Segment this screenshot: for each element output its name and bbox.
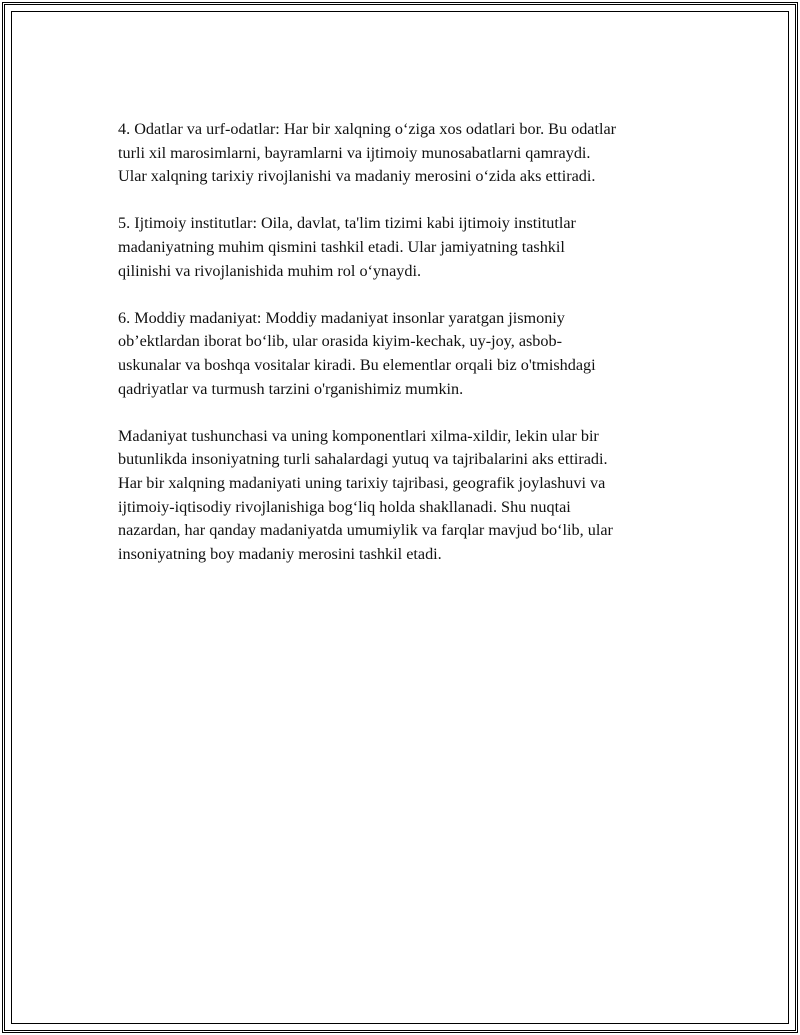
paragraph-customs — [118, 118, 698, 189]
paragraph-social-institutions — [118, 212, 698, 283]
text-line: 5. Ijtimoiy institutlar: Oila, davlat, ta'lim tizimi kabi ijtimoiy institutlar — [118, 214, 576, 233]
paragraph-material-culture — [118, 307, 698, 401]
text-line: 4. Odatlar va urf-odatlar: Har bir xalqning o‘ziga xos odatlari bor. Bu odatlar — [118, 120, 617, 138]
text-line: Ular xalqning tarixiy rivojlanishi va madaniy merosini o‘zida aks ettiradi. — [118, 167, 596, 186]
text-line: 6. Moddiy madaniyat: Moddiy madaniyat insonlar yaratgan jismoniy — [118, 308, 565, 327]
text-line: ob’ektlardan iborat bo‘lib, ular orasida kiyim-kechak, uy-joy, asbob- — [118, 332, 562, 351]
text-line: turli xil marosimlarni, bayramlarni va ijtimoiy munosabatlarni qamraydi. — [118, 143, 591, 162]
text-line: qadriyatlar va turmush tarzini o'rganishimiz mumkin. — [118, 379, 464, 398]
text-line: ijtimoiy-iqtisodiy rivojlanishiga bog‘liq holda shakllanadi. Shu nuqtai — [118, 497, 571, 516]
text-line: Madaniyat tushunchasi va uning komponentlari xilma-xildir, lekin ular bir — [118, 426, 599, 445]
text-line: qilinishi va rivojlanishida muhim rol o‘ynaydi. — [118, 261, 422, 280]
text-line: insoniyatning boy madaniy merosini tashkil etadi. — [118, 544, 442, 563]
text-line: madaniyatning muhim qismini tashkil etadi. Ular jamiyatning tashkil — [118, 237, 565, 256]
text-line: nazardan, har qanday madaniyatda umumiylik va farqlar mavjud bo‘lib, ular — [118, 521, 613, 540]
paragraph-conclusion — [118, 425, 698, 567]
text-line: uskunalar va boshqa vositalar kiradi. Bu elementlar orqali biz o'tmishdagi — [118, 355, 596, 374]
document-body — [118, 118, 698, 590]
text-line: Har bir xalqning madaniyati uning tarixiy tajribasi, geografik joylashuvi va — [118, 473, 606, 492]
text-line: butunlikda insoniyatning turli sahalardagi yutuq va tajribalarini aks ettiradi. — [118, 450, 608, 469]
